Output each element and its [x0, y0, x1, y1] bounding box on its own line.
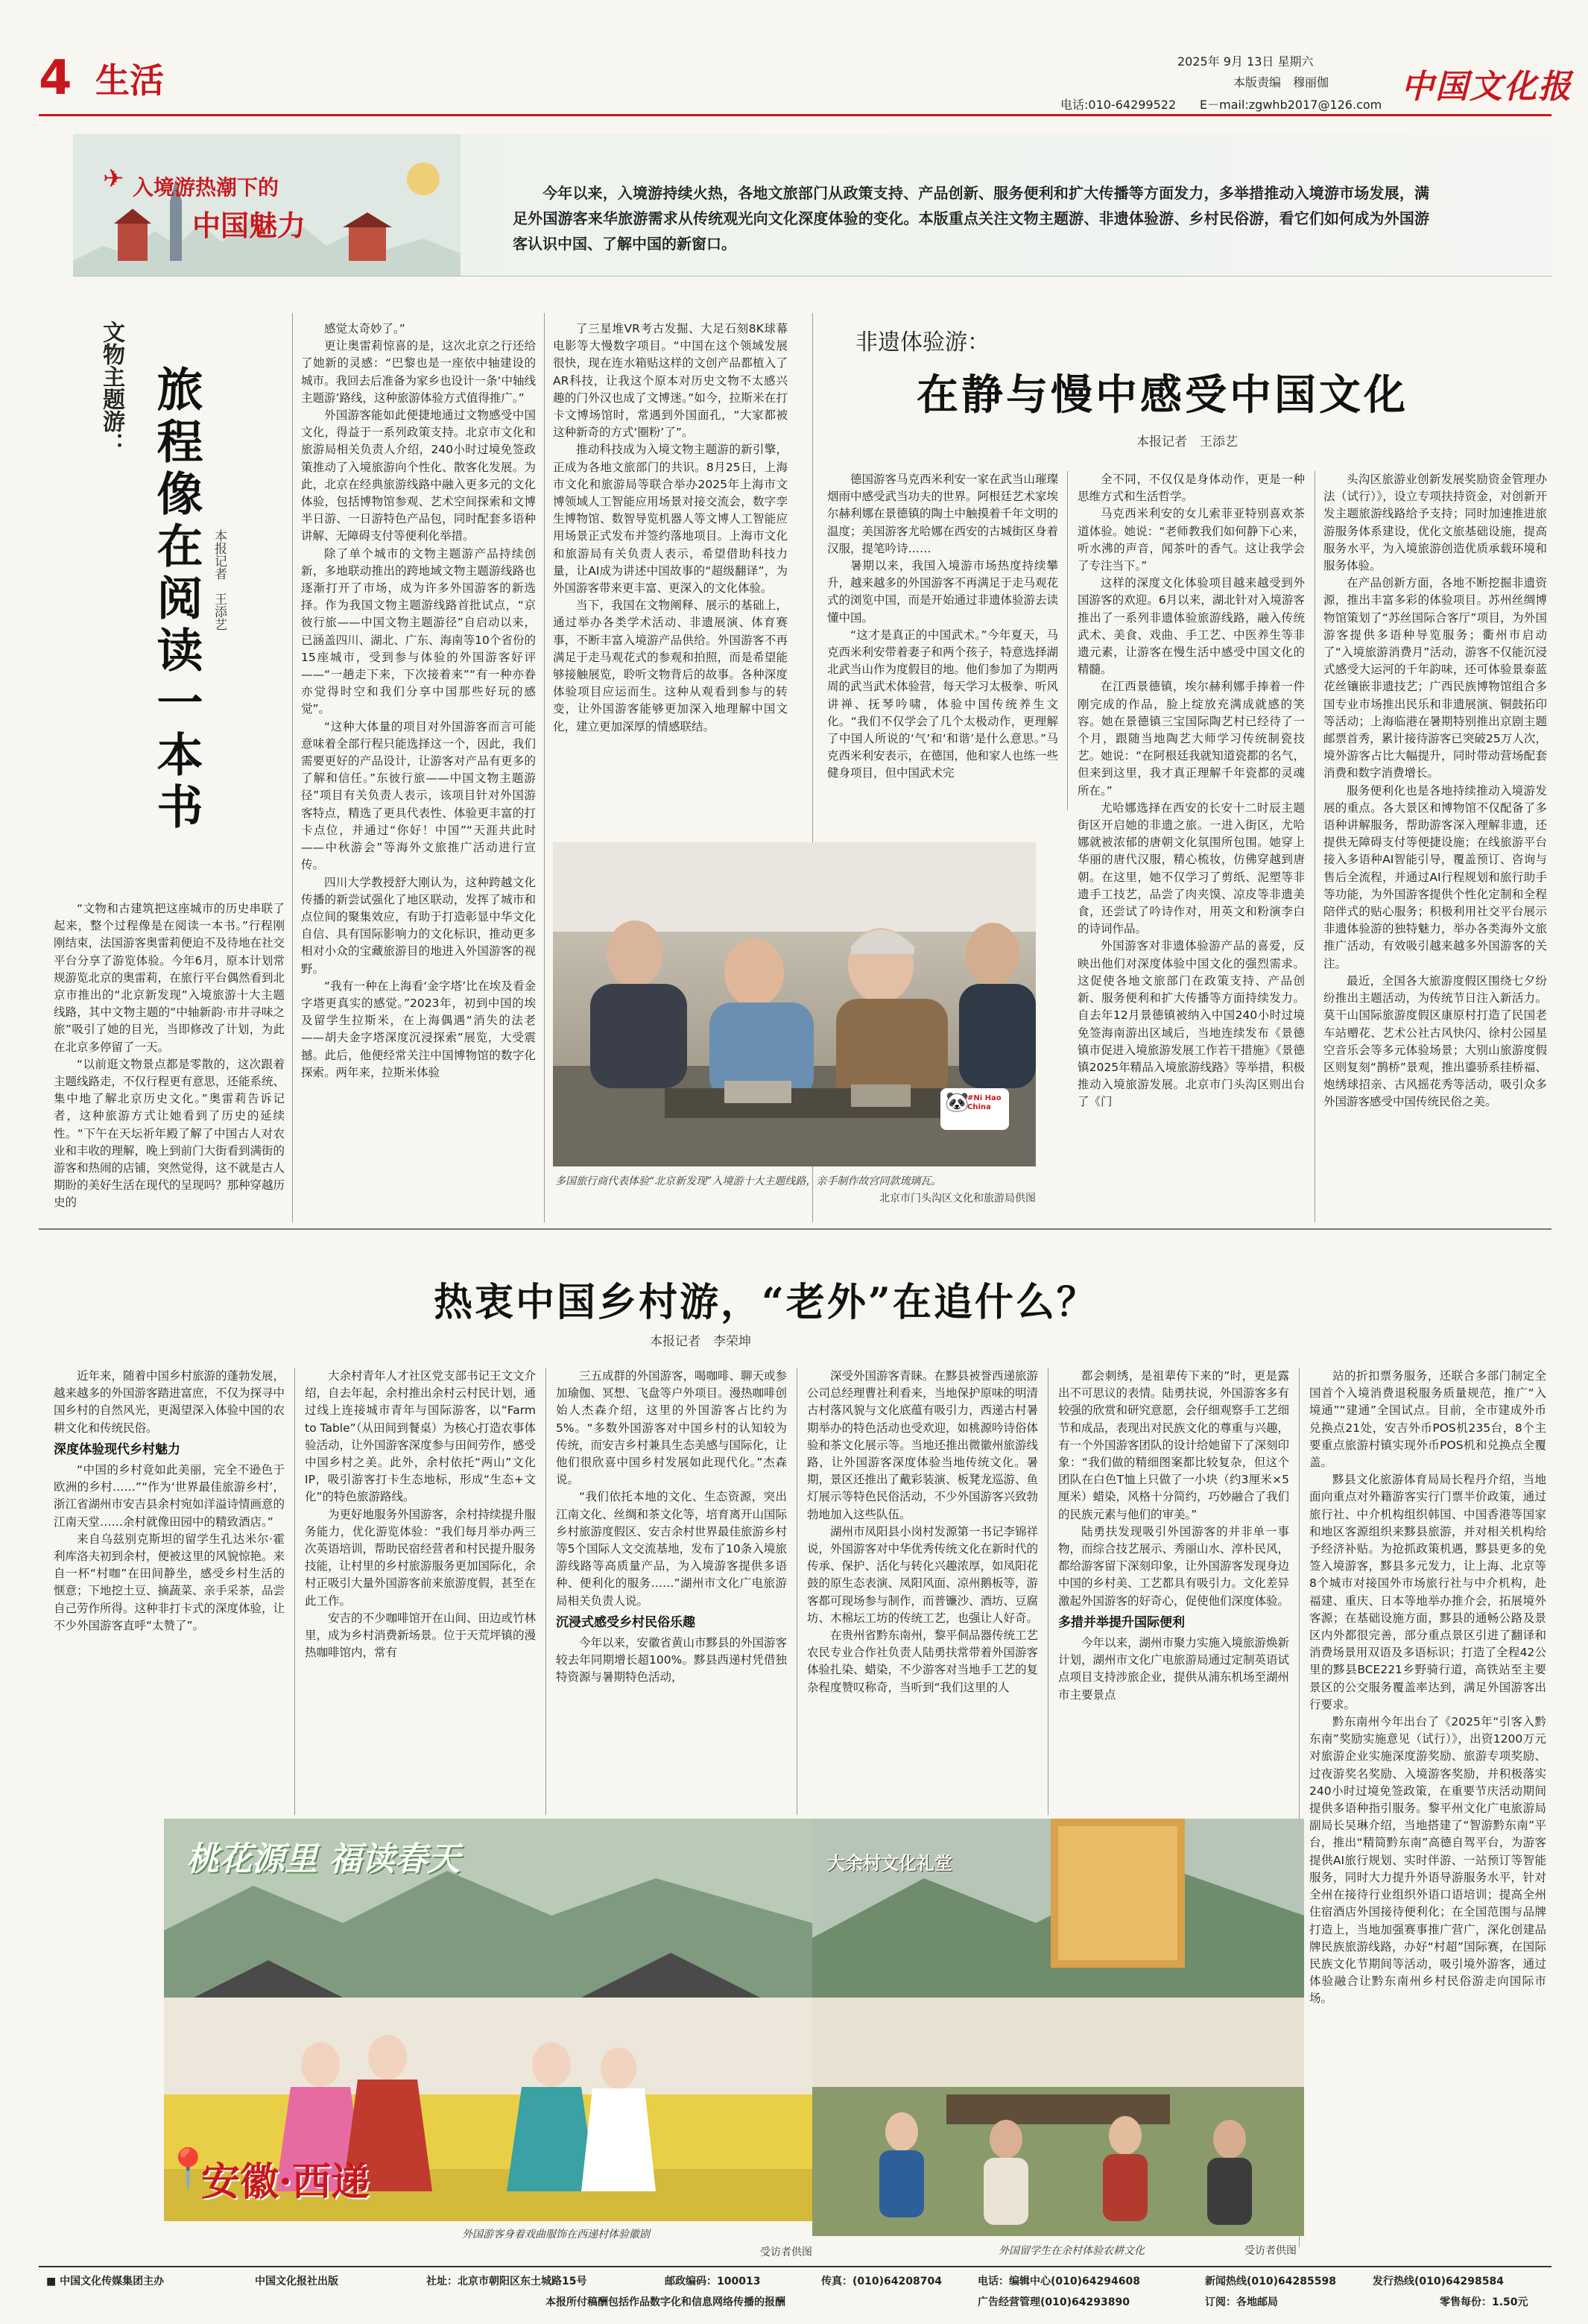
article1-col2-p7: “我有一种在上海看‘金字塔’比在埃及看金字塔更真实的感觉。”2023年，初到中国的埃及留学生拉斯米，在上海偶遇“消失的法老——胡夫金字塔深度沉浸探索”展览，大受震撼。此后，他便经常关注中国博物馆的数字化探索。两年来，拉斯米体验: [301, 979, 536, 1079]
page-header: [0, 0, 1588, 134]
col-divider: [545, 1368, 546, 1815]
article3-col2: [305, 1368, 536, 1815]
article2-kicker: 非遗体验游：: [855, 329, 990, 356]
article1-col1-p1: “文物和古建筑把这座城市的历史串联了起来，整个过程像是在阅读一本书。”行程刚刚结束，法国游客奥雷莉便迫不及待地在社交平台分享了游览体验。今年6月，原本计划常规游览北京的奥雷莉，在旅行平台偶然看到北京市推出的“北京新发现”入境旅游十大主题线路，其中文物主题的“中轴新韵·市井寻味之旅”吸引了她的目光，当即修改了计划，为此在北京多停留了一天。: [54, 902, 285, 1054]
yucun-photo: [812, 1819, 1304, 2236]
article1-title: 旅程像在阅读一本书: [149, 365, 203, 835]
xidi-place-text: 安徽·西递: [201, 2159, 370, 2205]
article2-col1-p2: 暑期以来，我国入境游市场热度持续攀升，越来越多的外国游客不再满足于走马观花式的浏览中国，而是开始通过非遗体验游去读懂中国。: [827, 559, 1058, 625]
article3-col6-p2: 黟县文化旅游体育局局长程丹介绍，当地面向重点对外籍游客实行门票半价政策，通过旅行社、中介机构组织韩国、中国香港等国家和地区客源组织来黟县旅游，并对相关机构给予经济补贴。为抢抓政策机遇，黟县更多的免签入境游客，黟县多元发力，让上海、北京等8个城市对接国外市场旅行社与中介机构，赴福建、重庆、日本等地举办推介会，拓展境外客源；在基础设施方面，黟县的通畅公路及景区内外都很完善，部分重点景区引进了翻译和消费场景用双语及多语标识；打造了全程42公里的黟县BCE221乡野骑行道，高铁站至主要景区的公交服务覆盖率达到，满足外国游客出行要求。: [1309, 1473, 1546, 1711]
article1-byline: 本报记者 王添艺: [212, 529, 227, 631]
article2-col2-p5: 尤哈娜选择在西安的长安十二时辰主题街区开启她的非遗之旅。一进入街区，尤哈娜就被浓郁的唐朝文化氛围所包围。她穿上华丽的唐代汉服，精心梳妆，仿佛穿越到唐朝。在这里，她不仅学习了剪纸、泥塑等非遗手工技艺，品尝了肉夹馍、凉皮等非遗美食，还尝试了吟诗作对，用英文和粉演李白的诗词作品。: [1078, 801, 1305, 936]
article3-col2-p3: 安吉的不少咖啡馆开在山间、田边或竹林里，成为乡村消费新场景。位于天荒坪镇的漫热咖啡馆内，常有: [305, 1611, 536, 1660]
banner-badge: [103, 164, 371, 246]
article3-col1: [54, 1368, 285, 1815]
xidi-photo-caption: 外国游客身着戏曲服饰在西递村体验徽剧: [462, 2229, 650, 2241]
article3-col2-p1: 大余村青年人才社区党支部书记王文文介绍，自去年起，余村推出余村云村民计划，通过线上连接城市青年与国际游客，以“Farm to Table”（从田间到餐桌）为核心打造农事体验活动，让外国游客深度参与田间劳作，感受中国乡村之美。此外，余村依托“两山”文化IP，吸引游客打卡生态地标，形成“生态+文化”的特色旅游路线。: [305, 1369, 536, 1504]
article3-col4-p3: 在贵州省黔东南州，黎平侗品器传统工艺农民专业合作社负责人陆勇扶常带着外国游客体验扎染、蜡染，不少游客对当地手工艺的复杂程度赞叹称奇，当听到“我们这里的人: [807, 1629, 1038, 1694]
article3-col4: [807, 1368, 1038, 1815]
article3-intro: 近年来，随着中国乡村旅游的蓬勃发展，越来越多的外国游客踏进富庶，不仅为探寻中国乡村的自然风光，更渴望深入体验中国的农耕文化和传统民俗。: [54, 1369, 285, 1435]
section-separator: [39, 1228, 1551, 1230]
article1-col3-p3: 当下，我国在文物阐释、展示的基础上，通过举办各类学术活动、非遗展演、体育赛事，不断丰富入境游产品供给。外国游客不再满足于走马观花式的参观和拍照，而是希望能够接触展览，聆听文物背后的故事。各种深度体验项目应运而生。这种从观看到参与的转变，让外国游客能够更加深入地理解中国文化，建立更加深厚的情感联结。: [553, 599, 788, 733]
article1-col2-p4: 除了单个城市的文物主题游产品持续创新，多地联动推出的跨地域文物主题游线路也逐渐打开了市场，成为许多外国游客的新选择。作为我国文物主题游线路首批试点，“京彼行旅——中国文物主题游径”自启动以来，已涵盖四川、湖北、广东、海南等10个省份的15座城市，受到参与体验的外国游客好评——“一趟走下来，下次接着来”“有一种亦眷亦觉得时空和我们分享中国那些好玩的感觉”。: [301, 546, 536, 716]
panda-logo: [940, 1088, 1009, 1130]
article3-col1-p1: “中国的乡村竟如此美丽，完全不逊色于欧洲的乡村……”“作为‘世界最佳旅游乡村’，浙江省湖州市安吉县余村宛如洋溢诗情画意的江南天堂……余村就像田园中的精致酒店。”: [54, 1463, 285, 1529]
banner-badge-line2: 中国魅力: [192, 209, 306, 242]
footer-publisher: 中国文化报社出版: [255, 2276, 338, 2287]
col-divider: [294, 1368, 295, 1815]
article3-col3-p1: 三五成群的外国游客，喝咖啡、聊天或参加瑜伽、冥想、飞盘等户外项目。漫热咖啡创始人杰森介绍，这里的外国游客占比约为5%。“多数外国游客对中国乡村的认知较为传统，而安吉乡村兼具生态美感与国际化，让他们很欣喜中国乡村发展如此现代化。”杰森说。: [556, 1369, 787, 1487]
article3-col4-p1: 深受外国游客青睐。在黟县被誉西递旅游公司总经理曹社利看来，当地保护原味的明清古村落风貌与文化底蕴有吸引力，西递古村暑期举办的特色活动也受欢迎，如桃源吟诗俗体验和茶文化展示等。当地还推出微徽州旅游线路，让外国游客深度体验当地传统文化。暑期，景区还推出了戴彩装演、板凳龙巡游、鱼灯展示等特色民俗活动，不少外国游客兴致勃勃地加入这些队伍。: [807, 1369, 1038, 1521]
workshop-photo-credit: 北京市门头沟区文化和旅游局供图: [879, 1193, 1036, 1204]
header-date: 2025年 9月 13日 星期六: [1177, 54, 1314, 69]
yucun-photo-image: [812, 1819, 1304, 2236]
article1-col2-p5: “这种大体量的项目对外国游客而言可能意味着全部行程只能选择这一个，因此，我们需要更好的产品设计，让游客对产品有更多的了解和信任。”东彼行旅——中国文物主题游径”项目有关负责人表示，该项目针对外国游客特点，精选了更具代表性、体验更丰富的打卡点位，并通过“你好！中国”“天涯共此时——中秋游会”等海外文旅推广活动进行宣传。: [301, 719, 536, 872]
article1-kicker: 文物主题游：: [98, 321, 124, 455]
article3-col2-p2: 为更好地服务外国游客，余村持续提升服务能力，优化游览体验：“我们每月举办两三次英语培训，帮助民宿经营者和村民提升服务技能，让村里的乡村旅游服务更加国际化，余村正吸引大量外国游客前来旅游度假，甚至在此工作。: [305, 1507, 536, 1608]
yucun-photo-credit: 受访者供图: [1244, 2245, 1297, 2257]
panda-label: #Ni Hao China: [967, 1094, 1002, 1111]
masthead-logo: 中国文化报: [1401, 68, 1572, 106]
col-divider: [544, 313, 545, 1222]
footer-advert: 广告经营管理(010)64293890: [978, 2296, 1130, 2308]
footer-postcode: 邮政编码：100013: [665, 2276, 761, 2287]
footer-host: ■ 中国文化传媒集团主办: [46, 2276, 165, 2287]
footer-editorial-phone: 电话：编辑中心(010)64294608: [978, 2276, 1140, 2287]
banner-badge-line1: 入境游热潮下的: [133, 175, 279, 200]
banner-intro-text: 今年以来，入境游持续火热，各地文旅部门从政策支持、产品创新、服务便利和扩大传播等方面发力，多举措推动入境游市场发展，满足外国游客来华旅游需求从传统观光向文化深度体验的变化。本版重点关注文物主题游、非遗体验游、乡村民俗游，看它们如何成为外国游客认识中国、了解中国的新窗口。: [513, 184, 1429, 253]
article2-col3-p1: 头沟区旅游业创新发展奖励资金管理办法（试行）》，设立专项扶持资金，对创新开发主题旅游线路给予支持；同时加速推进旅游服务体系建设，优化文旅基础设施，提高服务水平，为入境旅游创造优质承载环境和服务体验。: [1323, 473, 1547, 573]
article2-col3-p3: 服务便利化也是各地持续推动入境游发展的重点。各大景区和博物馆不仅配备了多语种讲解服务，帮助游客深入理解非遗，还提供无障碍支付等便捷设施；在线旅游平台接入多语种AI智能引导，覆盖预订、咨询与售后全流程，并通过AI行程规划和旅行助手等功能，为外国游客提供个性化定制和全程陪伴式的贴心服务；积极利用社交平台展示非遗体验游的独特魅力，举办各类海外文旅推广活动，有效吸引越来越多外国游客的关注。: [1323, 783, 1547, 970]
yucun-sign-text: 大余村文化礼堂: [827, 1852, 952, 1874]
article1-col2-p6: 四川大学教授舒大刚认为，这种跨越文化传播的新尝试强化了地区联动，发挥了城市和点位间的聚集效应，有助于打造彰显中华文化自信、具有国际影响力的文化标识，推动更多相对小众的宝藏旅游目的地进入外国游客的视野。: [301, 875, 536, 976]
article1-col2: [301, 321, 536, 1222]
workshop-photo-caption: 多国旅行商代表体验“北京新发现”入境游十大主题线路，亲手制作故宫同款琉璃瓦。: [555, 1175, 942, 1187]
article2-col2-p3: 这样的深度文化体验项目越来越受到外国游客的欢迎。6月以来，湖北针对入境游客推出了一系列非遗体验旅游线路，融入传统武术、美食、戏曲、手工艺、中医养生等非遗元素，让游客在慢生活中感受中国文化的精髓。: [1078, 576, 1305, 677]
intro-banner: [73, 134, 1551, 277]
xidi-photo-credit: 受访者供图: [760, 2246, 812, 2258]
article2-col2-p4: 在江西景德镇，埃尔赫利娜手捧着一件刚完成的作品，脸上绽放充满成就感的笑容。她在景德镇三宝国际陶艺村已经待了一个月，跟随当地陶艺大师学习传统制瓷技艺。她说：“在阿根廷我就知道瓷都的名气，但来到这里，我才真正理解千年瓷都的灵魂所在。”: [1078, 680, 1305, 798]
article3-subhead-3: 多措并举提升国际便利: [1058, 1614, 1185, 1630]
article3-col6-p1: 站的折扣票务服务，还联合多部门制定全国首个入境消费退税服务质量规范，推广“入境通”“建通”全国试点。目前，全市建成外币兑换点21处，安吉外币POS机235台，8个主要重点旅游村镇实现外币POS机和兑换点全覆盖。: [1309, 1369, 1546, 1470]
header-editor: 本版责编 穆丽伽: [1233, 75, 1329, 89]
article3-title: 热衷中国乡村游，“老外”在追什么？: [434, 1280, 1098, 1325]
article2-title: 在静与慢中感受中国文化: [917, 370, 1408, 420]
article3-col6-p3: 黔东南州今年出台了《2025年“引客入黔东南”奖励实施意见（试行）》，出资1200万元对旅游企业实施深度游奖励、旅游专项奖励、过夜游奖名奖励、入境游客奖励，并积极落实240小时过境免签政策，在重要节庆活动期间提供多语种指引服务。黎平州文化广电旅游局副局长吴琳介绍，当地搭建了“智游黔东南”平台，推出“精简黔东南”高德自驾平台，为游客提供AI旅行规划、实时伴游、一站预订等智能服务，同时大力提升外语导游服务水平，针对全州在接待行业组织外语口语培训；提高全州住宿酒店外国接待便利化；在全国范围与品牌打造上，当地加强赛事推广营广，深化创建品牌民族旅游线路，办好“村超”国际赛，在国际民族文化节期间等活动，吸引境外游客，通过体验融合让黔东南州乡村民俗游走向国际市场。: [1309, 1715, 1546, 2006]
footer-subscribe: 订阅：各地邮局: [1205, 2296, 1278, 2308]
article3-col5-p2: 陆勇扶发现吸引外国游客的并非单一事物，而综合技艺展示、秀丽山水、淳朴民风，都给游客留下深刻印象，让外国游客发现身边中国的乡村美、工艺都具有吸引力。文化差异激起外国游客的好奇心，促使他们深度体验。: [1058, 1524, 1289, 1608]
yucun-photo-caption: 外国留学生在余村体验农耕文化: [999, 2245, 1145, 2257]
article1-col1-p2: “以前逛文物景点都是零散的，这次跟着主题线路走，不仅行程更有意思，还能系统、集中地了解北京历史文化。”奥雷莉告诉记者，这种旅游方式让她看到了历史的延续性。“下午在天坛祈年殿了解了中国古人对农业和丰收的理解，晚上到前门大街看到满街的游客和热闹的店铺，突然觉得，这不就是古人期盼的美好生活在现代的呈现吗？那种穿越历史的: [54, 1057, 285, 1210]
article3-col3: [556, 1368, 787, 1815]
article2-col1-p3: “这才是真正的中国武术。”今年夏天，马克西米利安带着妻子和两个孩子，特意选择湖北武当山作为度假目的地。他们参加了为期两周的武当武术体验营，每天学习太极拳、听风讲禅、抚琴吟啸，体验中国传统养生文化。“我们不仅学会了几个太极动作，更理解了中国人所说的‘气’和‘和谐’是什么意思。”马克西米利安表示，在德国，他和家人也练一些健身项目，但中国武术完: [827, 628, 1058, 780]
article2-byline: 本报记者 王添艺: [1136, 435, 1238, 449]
page-number: 4: [39, 51, 72, 106]
panda-icon: 🐼: [945, 1091, 969, 1114]
article1-col2-p1: 感觉太奇妙了。”: [324, 322, 405, 335]
article2-col3-p2: 在产品创新方面，各地不断挖掘非遗资源，推出丰富多彩的体验项目。苏州丝绸博物馆策划了“苏丝国际合客厅”项目，为外国游客提供多语种导览服务；衢州市启动了“入境旅游消费月”活动，游客不仅能沉浸式感受大运河的千年韵味，还可体验景泰蓝花丝镶嵌非遗技艺；广西民族博物馆组合多国专业市场推出民乐和非遗展演、铜鼓拓印等活动；上海临港在暑期特别推出京剧主题邮票首秀，累计接待游客已突破25万人次，境外游客占比大幅提升，同时带动营场配套消费和数字消费增长。: [1323, 576, 1547, 780]
article1-col2-p3: 外国游客能如此便捷地通过文物感受中国文化，得益于一系列政策支持。北京市文化和旅游局相关负责人介绍，240小时过境免签政策推动了入境旅游向个性化、散客化发展。为此，北京在经典旅游线路中融入更多元的文化体验，包括博物馆参观、艺术空间探索和文博半日游、一日游特色产品包，同时配套多语种讲解、无障碍支付等便利化举措。: [301, 408, 536, 543]
article3-col3-p3: 今年以来，安徽省黄山市黟县的外国游客较去年同期增长超100%。黟县西递村凭借独特资源与暑期特色活动，: [556, 1636, 787, 1684]
article2-col1-p1: 德国游客马克西米利安一家在武当山璀璨烟雨中感受武当功夫的世界。阿根廷艺术家埃尔赫利娜在景德镇的陶土中触摸着千年文明的温度；美国游客尤哈娜在西安的古城街区身着汉服，提笔吟诗……: [827, 473, 1058, 555]
col-divider: [1067, 471, 1068, 810]
article2-col2: [1078, 471, 1305, 1222]
footer-address: 社址：北京市朝阳区东土城路15号: [426, 2276, 587, 2287]
footer-royalty-note: 本报所付稿酬包括作品数字化和信息网络传播的报酬: [545, 2296, 785, 2308]
header-rule: [39, 114, 1551, 116]
article1-col1: [54, 900, 285, 1221]
header-phone: 电话:010-64299522: [1060, 98, 1177, 112]
article3-col1-p2: 来自乌兹别克斯坦的留学生孔达米尔·霍利库洛夫初到余村，便被这里的风貌惊艳。来自一杯“村咖”在田间静坐，感受乡村生活的惬意；下地挖土豆、摘蔬菜、亲手采茶，品尝自己劳作所得。这种非打卡式的深度体验，让不少外国游客直呼“太赞了”。: [54, 1532, 285, 1632]
article2-col2-p1: 全不同，不仅仅是身体动作，更是一种思维方式和生活哲学。: [1078, 473, 1305, 504]
article3-col4-p2: 湖州市凤阳县小岗村发源第一书记李锦祥说，外国游客对中华优秀传统文化在新时代的传承、保护、活化与转化兴趣浓厚，如凤阳花鼓的原生态表演、凤阳风面、凉州鹅板等，游客都可现场参与制作，而普镰沙、酒坊、豆腐坊、木棉坛工坊的传统工艺，也强让人好奇。: [807, 1524, 1038, 1625]
article3-col6: [1309, 1368, 1546, 2247]
article1-col3-p1: 了三星堆VR考古发掘、大足石刻8K球幕电影等大慢数字项目。“中国在这个领域发展很快，现在连水箱贴这样的文创产品都植入了AR科技，让我这个原本对历史文物不太感兴趣的门外汉也成了文博迷。”如今，拉斯米在打卡文博场馆时，常遇到外国面孔，“大家都被这种新奇的方式‘圈粉’了”。: [553, 322, 788, 440]
article3-col5-p3: 今年以来，湖州市聚力实施入境旅游焕新计划，湖州市文化广电旅游局通过定制英语试点项目支持涉旅企业，提供从浦东机场至湖州市主要景点: [1058, 1636, 1289, 1702]
article2-col2-p6: 外国游客对非遗体验游产品的喜爱，反映出他们对深度体验中国文化的强烈需求。这促使各地文旅部门在政策支持、产品创新、服务便利和扩大传播等方面持续发力。自去年12月景德镇被纳入中国240小时过境免签海南游出区域后，当地连续发布《景德镇市促进入境旅游发展工作若干措施》《景德镇2025年精品入境旅游线路》等举措，积极推动入境旅游发展。北京市门头沟区则出台了《门: [1078, 939, 1305, 1109]
article3-col3-p2: “我们依托本地的文化、生态资源，突出江南文化、丝绸和茶文化等，培育离开山国际乡村旅游度假区、安吉余村世界最佳旅游乡村等5个国际人文交流基地，发布了10条入境旅游线路等高质量产品，为入境游客提供多语种、便利化的服务……”湖州市文化广电旅游局相关负责人说。: [556, 1490, 787, 1608]
xidi-banner-text: 桃花源里 福读春天: [186, 1840, 461, 1878]
article2-col3: [1323, 471, 1547, 1222]
xidi-opera-photo: [164, 1819, 812, 2221]
article1-col2-p2: 更让奥雷莉惊喜的是，这次北京之行还给了她新的灵感：“巴黎也是一座依中轴建设的城市。我回去后准备为家乡也设计一条‘中轴线主题游’路线，这种旅游体验方式值得推广。”: [301, 339, 536, 405]
header-email: E－mail:zgwhb2017@126.com: [1200, 98, 1382, 112]
location-pin-icon: 📍: [164, 2147, 212, 2191]
section-name: 生活: [95, 60, 164, 101]
page-footer: [39, 2270, 1551, 2315]
plane-icon: ✈: [103, 164, 124, 194]
article3-subhead-2: 沉浸式感受乡村民俗乐趣: [556, 1614, 695, 1630]
article2-col1: [827, 471, 1058, 810]
article2-col3-p4: 最近，全国各大旅游度假区围绕七夕纷纷推出主题活动，为传统节日注入新活力。莫干山国际旅游度假区康原村打造了民国老车站赠花、艺术公社古风快闪、徐村公园星空音乐会等多元体验场景；大别山旅游度假区则复刻“鹊桥”景观，推出鎏骄系挂桥福、炮绣球招亲、古风摇花秀等活动，吸引众多外国游客感受中国传统民俗之美。: [1323, 973, 1547, 1109]
footer-news-hotline: 新闻热线(010)64285598: [1205, 2276, 1336, 2287]
article3-col5-p1: 都会刺绣，是祖辈传下来的”时，更是露出不可思议的表情。陆勇扶说，外国游客多有较强的欣赏和研究意愿，会仔细观察手工艺细节和成品，表现出对民族文化的尊重与兴趣，有一个外国游客团队的设计给她留下了深刻印象：“我们做的精细图案都比较复杂，但这个团队在白色T恤上只做了一小块（约3厘米×5厘米）蜡染，风格十分简约，巧妙融合了我们的民族元素与他们的审美。”: [1058, 1369, 1289, 1521]
footer-fax: 传真：(010)64208704: [821, 2276, 942, 2287]
article1-col3: [553, 321, 788, 842]
workshop-photo: [553, 842, 1036, 1166]
footer-rule: [39, 2266, 1551, 2267]
col-divider: [292, 313, 293, 1222]
article3-byline: 本报记者 李荣坤: [650, 1334, 751, 1349]
article3-col5: [1058, 1368, 1289, 1815]
footer-distribution: 发行热线(010)64298584: [1373, 2276, 1504, 2287]
article3-subhead-1: 深度体验现代乡村魅力: [54, 1442, 180, 1457]
article2-col2-p2: 马克西米利安的女儿索菲亚特别喜欢茶道体验。她说：“老师教我们如何静下心来，听水沸的声音，闻茶叶的香气。这让我学会了专注当下。”: [1078, 507, 1305, 573]
footer-price: 零售每份：1.50元: [1440, 2296, 1528, 2308]
article1-col3-p2: 推动科技成为入境文物主题游的新引擎，正成为各地文旅部门的共识。8月25日，上海市文化和旅游局等联合举办2025年上海市文博领域人工智能应用场景对接交流会，数字孪生博物馆、数智导览机器人等文博人工智能应用场景正式发布并签约落地项目。上海市文化和旅游局有关负责人表示，希望借助科技力量，让AI成为讲述中国故事的“超级翻译”，为外国游客带来更丰富、更深入的文化体验。: [553, 443, 788, 596]
